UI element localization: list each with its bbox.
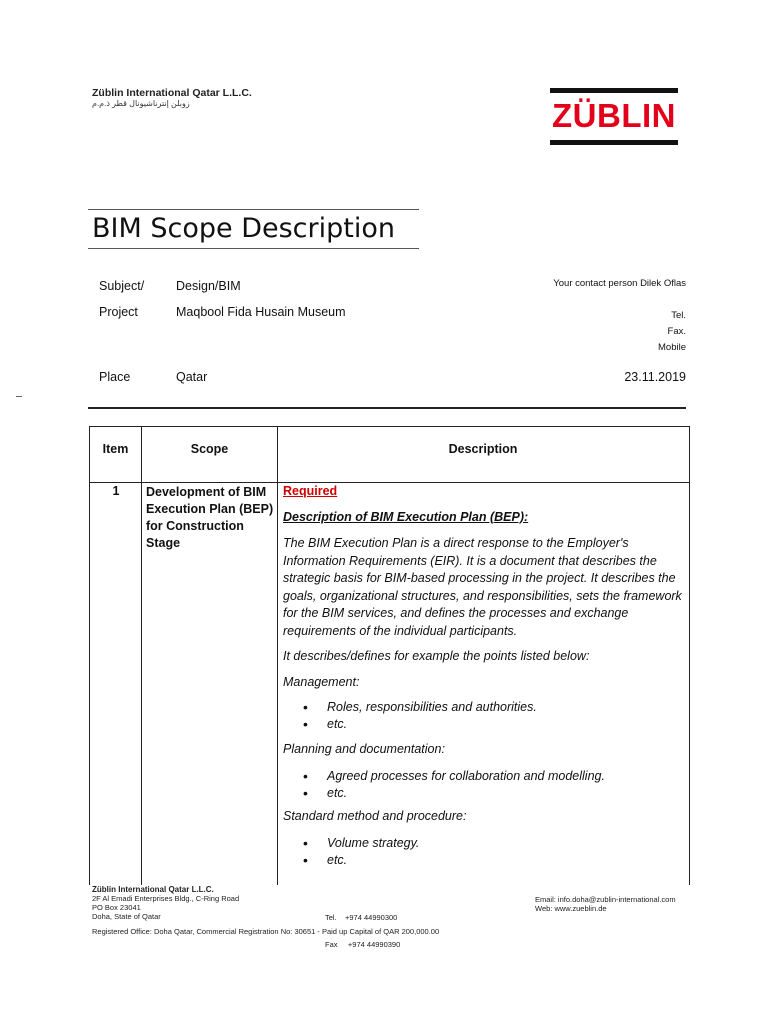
row-scope: Development of BIM Execution Plan (BEP) for Construction Stage — [146, 485, 274, 550]
list-item: • etc. — [327, 785, 683, 802]
mobile-label: Mobile — [658, 342, 686, 353]
standard-list — [283, 835, 683, 869]
header-scope: Scope — [190, 442, 229, 456]
company-arabic-name: زوبلن إنترناشيونال قطر ذ.م.م — [92, 99, 190, 108]
place-label: Place — [99, 370, 131, 384]
description-paragraph: The BIM Execution Plan is a direct response to the Employer's Information Requirements (EIR). It is a document that describes the strategic basis for BIM-based processing in the project. It describes the goals, organizational structures, and responsibilities, sets the framework for the BIM services, and defines the processes and exchange requirements of the individual participants. — [283, 536, 682, 638]
header-divider — [88, 407, 686, 409]
header-description: Description — [448, 442, 518, 456]
description-heading: Description of BIM Execution Plan (BEP): — [283, 509, 529, 524]
list-item: • etc. — [327, 716, 683, 733]
tel-label: Tel. — [671, 310, 686, 321]
contact-person: Your contact person Dilek Oflas — [553, 278, 686, 289]
fax-label: Fax. — [667, 326, 686, 337]
subject-value: Design/BIM — [176, 279, 241, 293]
logo-bottom-bar — [550, 140, 678, 145]
footer-registered-office: Registered Office: Doha Qatar, Commercial Registration No: 30651 - Paid up Capital of QAR 200,000.00 — [92, 927, 440, 936]
company-name: Züblin International Qatar L.L.C. — [92, 87, 252, 99]
footer-web: Web: www.zueblin.de — [535, 904, 607, 913]
project-label: Project — [99, 305, 138, 319]
standard-label: Standard method and procedure: — [283, 808, 467, 823]
footer-tel: Tel. +974 44990300 — [325, 913, 398, 922]
list-item: • Agreed processes for collaboration and modelling. — [327, 768, 683, 785]
footer-email: Email: info.doha@zublin-international.com — [535, 895, 676, 904]
footer-company: Züblin International Qatar L.L.C. — [92, 885, 214, 894]
logo-text: ZÜBLIN — [552, 97, 676, 134]
footer-fax: Fax +974 44990390 — [325, 940, 401, 949]
required-label: Required — [283, 484, 338, 498]
row-description — [283, 483, 683, 869]
list-item: • Volume strategy. — [327, 835, 683, 852]
footer-contact — [535, 895, 676, 913]
list-item: • Roles, responsibilities and authorities. — [327, 699, 683, 716]
subject-label: Subject/ — [99, 279, 145, 293]
row-item-number: 1 — [112, 484, 120, 498]
list-item: • etc. — [327, 852, 683, 869]
footer-address-line: PO Box 23041 — [92, 903, 141, 912]
margin-mark — [16, 396, 22, 397]
management-label: Management: — [283, 674, 360, 689]
document-date: 23.11.2019 — [624, 370, 686, 384]
column-divider — [277, 427, 278, 885]
header-item: Item — [102, 442, 129, 456]
description-intro: It describes/defines for example the points listed below: — [283, 649, 590, 663]
management-list — [283, 699, 683, 733]
footer-address-line: Doha, State of Qatar — [92, 912, 161, 921]
project-value: Maqbool Fida Husain Museum — [176, 305, 346, 319]
planning-label: Planning and documentation: — [283, 742, 445, 756]
logo-top-bar — [550, 88, 678, 93]
planning-list — [283, 768, 683, 802]
zublin-logo — [550, 88, 678, 146]
scope-table — [89, 426, 690, 885]
footer-address-line: 2F Al Emadi Enterprises Bldg., C-Ring Road — [92, 894, 240, 903]
document-title: BIM Scope Description — [92, 213, 395, 244]
place-value: Qatar — [176, 370, 208, 384]
footer-address — [92, 885, 239, 921]
title-box — [88, 209, 419, 249]
